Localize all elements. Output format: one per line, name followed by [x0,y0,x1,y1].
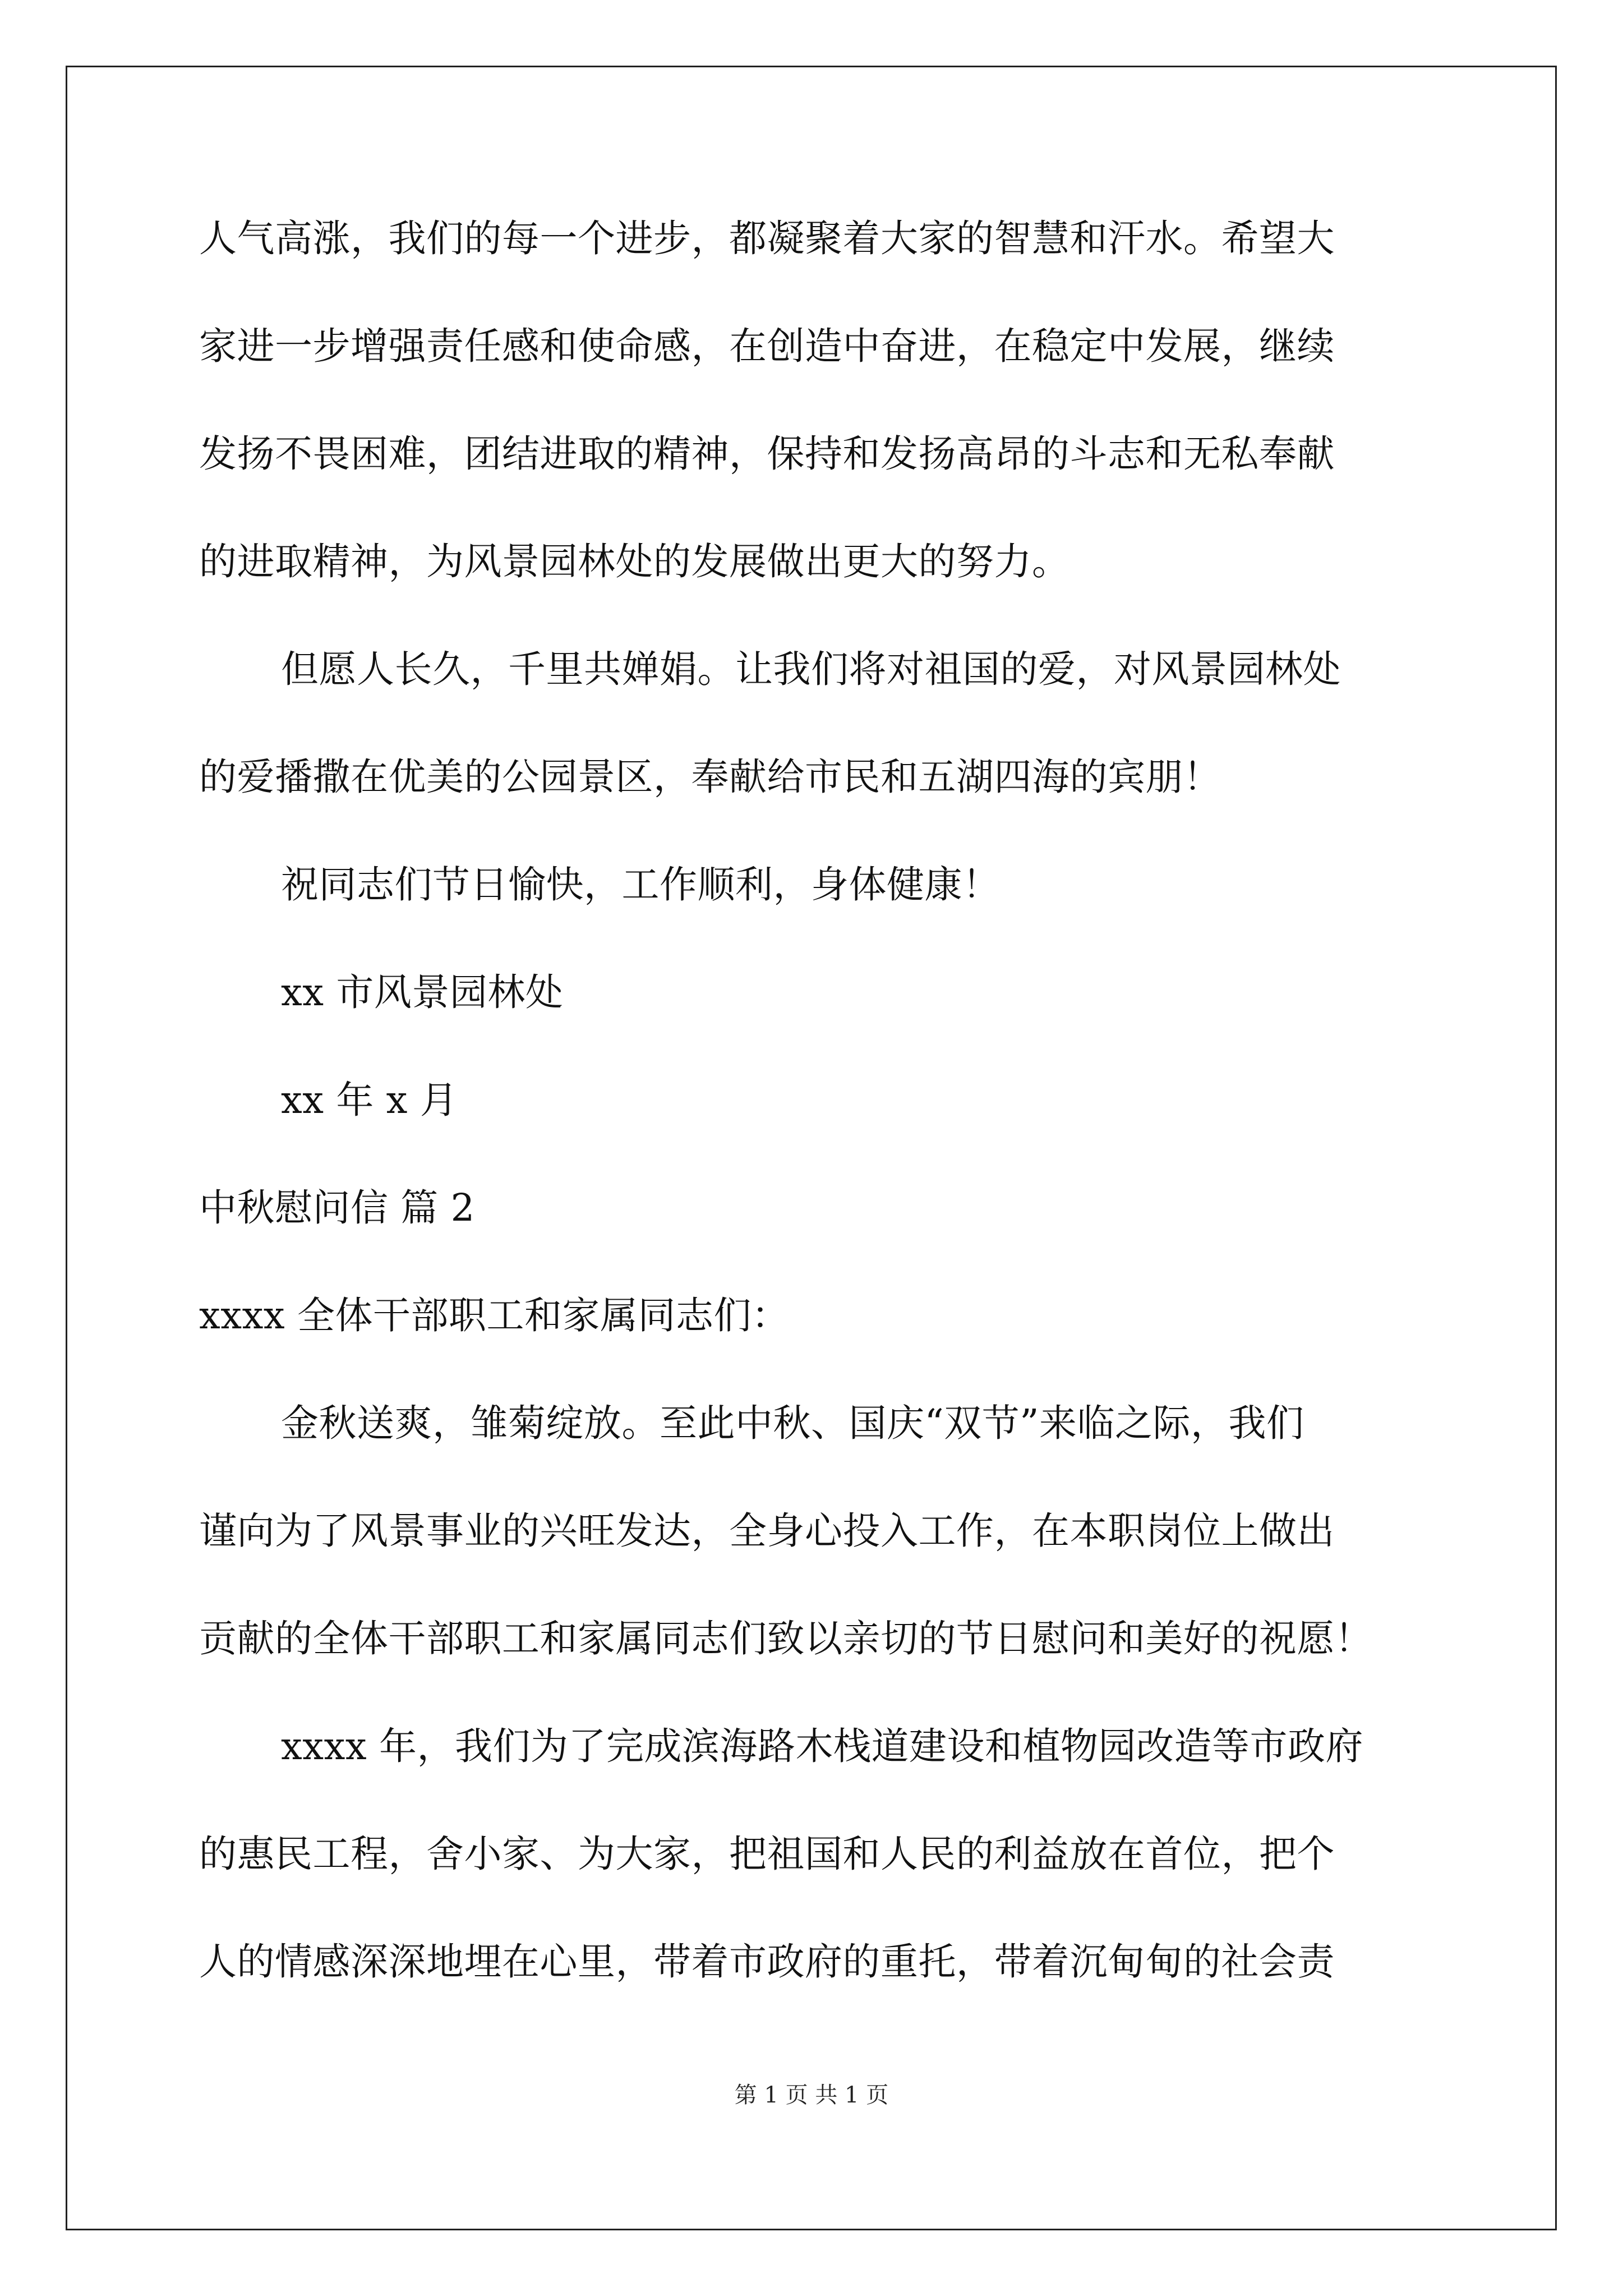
paragraph-first-line: 但愿人长久，千里共婵娟。让我们将对祖国的爱，对风景园林处 [281,647,1341,691]
text-line: 谨向为了风景事业的兴旺发达，全身心投入工作，在本职岗位上做出 [199,1509,1335,1553]
text-line: 贡献的全体干部职工和家属同志们致以亲切的节日慰问和美好的祝愿！ [199,1617,1373,1660]
text-line: 人的情感深深地埋在心里，带着市政府的重托，带着沉甸甸的社会责 [199,1940,1335,1984]
paragraph-first-line: xxxx 年，我们为了完成滨海路木栈道建设和植物园改造等市政府 [281,1724,1363,1768]
text-line: 人气高涨，我们的每一个进步，都凝聚着大家的智慧和汗水。希望大 [199,217,1335,260]
signature-date: xx 年 x 月 [281,1078,458,1122]
text-line: 的惠民工程，舍小家、为大家，把祖国和人民的利益放在首位，把个 [199,1832,1335,1876]
paragraph-first-line: 金秋送爽，雏菊绽放。至此中秋、国庆“双节”来临之际，我们 [281,1401,1304,1445]
greeting-line: 祝同志们节日愉快，工作顺利，身体健康！ [281,863,1000,907]
page-footer: 第 1 页 共 1 页 [734,2082,889,2108]
signature-org: xx 市风景园林处 [281,970,564,1014]
text-line: 的爱播撒在优美的公园景区，奉献给市民和五湖四海的宾朋！ [199,755,1221,799]
page-border [66,66,1557,2230]
section-heading: 中秋慰问信 篇 2 [199,1186,475,1230]
text-line: 家进一步增强责任感和使命感，在创造中奋进，在稳定中发展，继续 [199,324,1335,368]
text-line: 发扬不畏困难，团结进取的精神，保持和发扬高昂的斗志和无私奉献 [199,432,1335,476]
text-line: 的进取精神，为风景园林处的发展做出更大的努力。 [199,540,1070,583]
salutation: xxxx 全体干部职工和家属同志们： [199,1294,790,1337]
